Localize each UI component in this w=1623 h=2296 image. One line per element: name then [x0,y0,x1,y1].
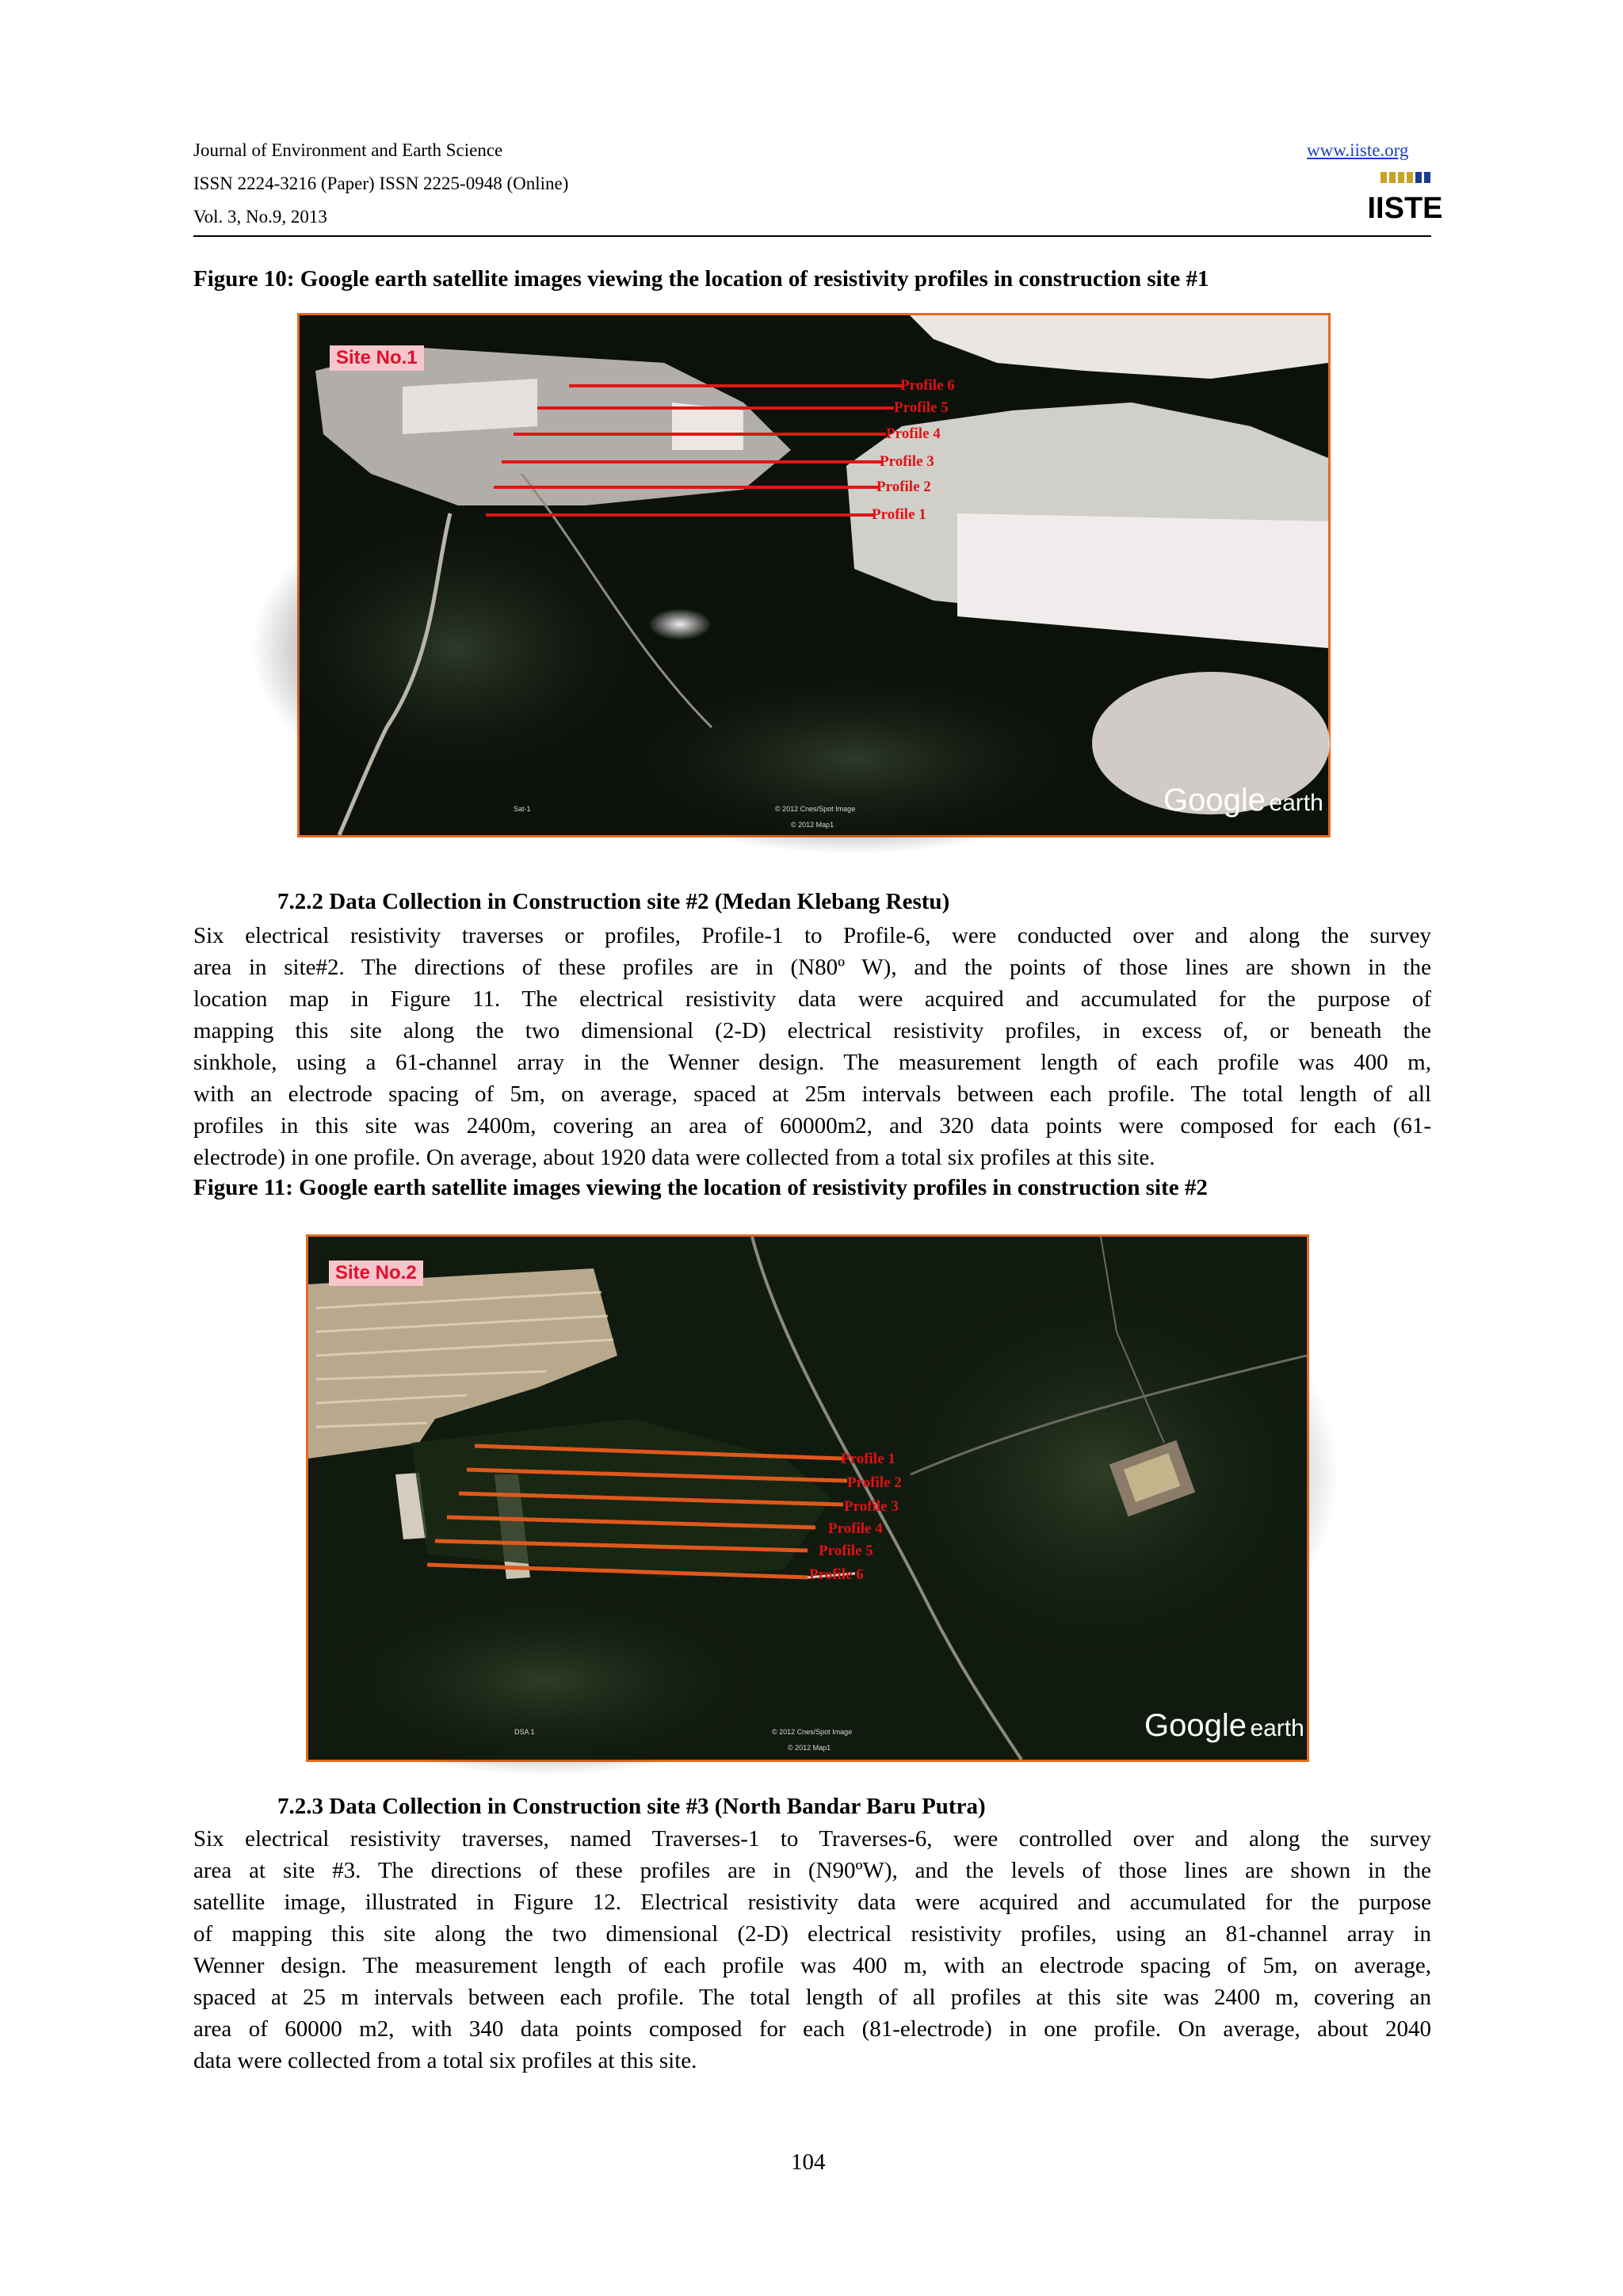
figure10-profile-label: Profile 2 [876,479,931,495]
figure11-profile-label: Profile 2 [847,1474,902,1491]
figure10-profile-label: Profile 5 [894,399,949,416]
paragraph-line: of mapping this site along the two dimensional (2-D) electrical resistivity profiles, using an 81-channel array in [193,1921,1431,1947]
paragraph-line: with an electrode spacing of 5m, on average, spaced at 25m intervals between each profile. The total length of all [193,1081,1431,1107]
figure11-profile-label: Profile 5 [819,1543,873,1559]
paragraph-line: electrode) in one profile. On average, about 1920 data were collected from a total six profiles at this site. [193,1145,1155,1170]
section-7-2-3-title: 7.2.3 Data Collection in Construction site #3 (North Bandar Baru Putra) [277,1794,986,1819]
page-number: 104 [791,2149,826,2175]
paragraph-line: area at site #3. The directions of these profiles are in (N90ºW), and the levels of those lines are shown in the [193,1858,1431,1883]
figure10-satellite-image [297,313,1331,837]
figure10-profile-label: Profile 3 [880,453,934,470]
paragraph-line: satellite image, illustrated in Figure 12. Electrical resistivity data were acquired and accumulated for the purpose [193,1890,1431,1915]
image-credit: © 2012 Map1 [788,1744,831,1752]
paragraph-line: location map in Figure 11. The electrical resistivity data were acquired and accumulated for the purpose of [193,986,1431,1012]
paragraph-line: data were collected from a total six profiles at this site. [193,2048,697,2073]
section-7-2-2-title: 7.2.2 Data Collection in Construction site #2 (Medan Klebang Restu) [277,889,950,914]
paragraph-line: Six electrical resistivity traverses or profiles, Profile-1 to Profile-6, were conducted over and along the survey [193,923,1431,948]
figure10-profile-label: Profile 4 [886,425,941,442]
image-credit: © 2012 Cnes/Spot Image [775,805,856,813]
volume-line: Vol. 3, No.9, 2013 [193,207,327,227]
google-earth-watermark: Google earth [1163,783,1323,818]
figure11-caption: Figure 11: Google earth satellite images viewing the location of resistivity profiles in construction site #2 [193,1175,1208,1200]
paragraph-line: Six electrical resistivity traverses, named Traverses-1 to Traverses-6, were controlled over and along the survey [193,1826,1431,1852]
figure11-profile-label: Profile 1 [841,1451,896,1467]
paragraph-line: area in site#2. The directions of these profiles are in (N80º W), and the points of those lines are shown in the [193,955,1431,980]
site2-label: Site No.2 [329,1261,423,1286]
journal-name: Journal of Environment and Earth Science [193,140,503,160]
figure10-caption: Figure 10: Google earth satellite images viewing the location of resistivity profiles in construction site #1 [193,266,1209,292]
figure11-profile-label: Profile 6 [809,1566,864,1583]
figure10-profile-label: Profile 6 [900,377,955,394]
paragraph-line: sinkhole, using a 61-channel array in the Wenner design. The measurement length of each profile was 400 m, [193,1050,1431,1075]
google-earth-watermark: Google earth [1144,1708,1304,1743]
image-credit: DSA 1 [514,1728,535,1736]
image-credit: © 2012 Map1 [791,821,834,829]
paragraph-line: mapping this site along the two dimensional (2-D) electrical resistivity profiles, in excess of, or beneath the [193,1018,1431,1043]
figure11-profile-label: Profile 4 [828,1520,883,1537]
paragraph-line: Wenner design. The measurement length of each profile was 400 m, with an electrode spacing of 5m, on average, [193,1953,1431,1978]
section-7-2-2-body [193,920,1431,1173]
figure10-profile-label: Profile 1 [872,506,926,523]
paragraph-line: spaced at 25 m intervals between each profile. The total length of all profiles at this site was 2400 m, covering an [193,1985,1431,2010]
image-credit: © 2012 Cnes/Spot Image [772,1728,853,1736]
logo-text: IISTE [1367,192,1443,225]
iiste-logo [1367,170,1443,231]
site1-label: Site No.1 [330,345,424,371]
issn-line: ISSN 2224-3216 (Paper) ISSN 2225-0948 (Online) [193,174,569,193]
paragraph-line: profiles in this site was 2400m, covering an area of 60000m2, and 320 data points were composed for each (61- [193,1113,1431,1138]
header-rule [193,235,1431,237]
section-7-2-3-body [193,1823,1431,2077]
figure11-satellite-image [306,1234,1309,1762]
image-credit: Sat-1 [514,805,531,813]
paragraph-line: area of 60000 m2, with 340 data points composed for each (81-electrode) in one profile. On average, about 2040 [193,2016,1431,2042]
figure11-profile-label: Profile 3 [844,1498,899,1515]
journal-url-link[interactable]: www.iiste.org [1307,140,1409,160]
